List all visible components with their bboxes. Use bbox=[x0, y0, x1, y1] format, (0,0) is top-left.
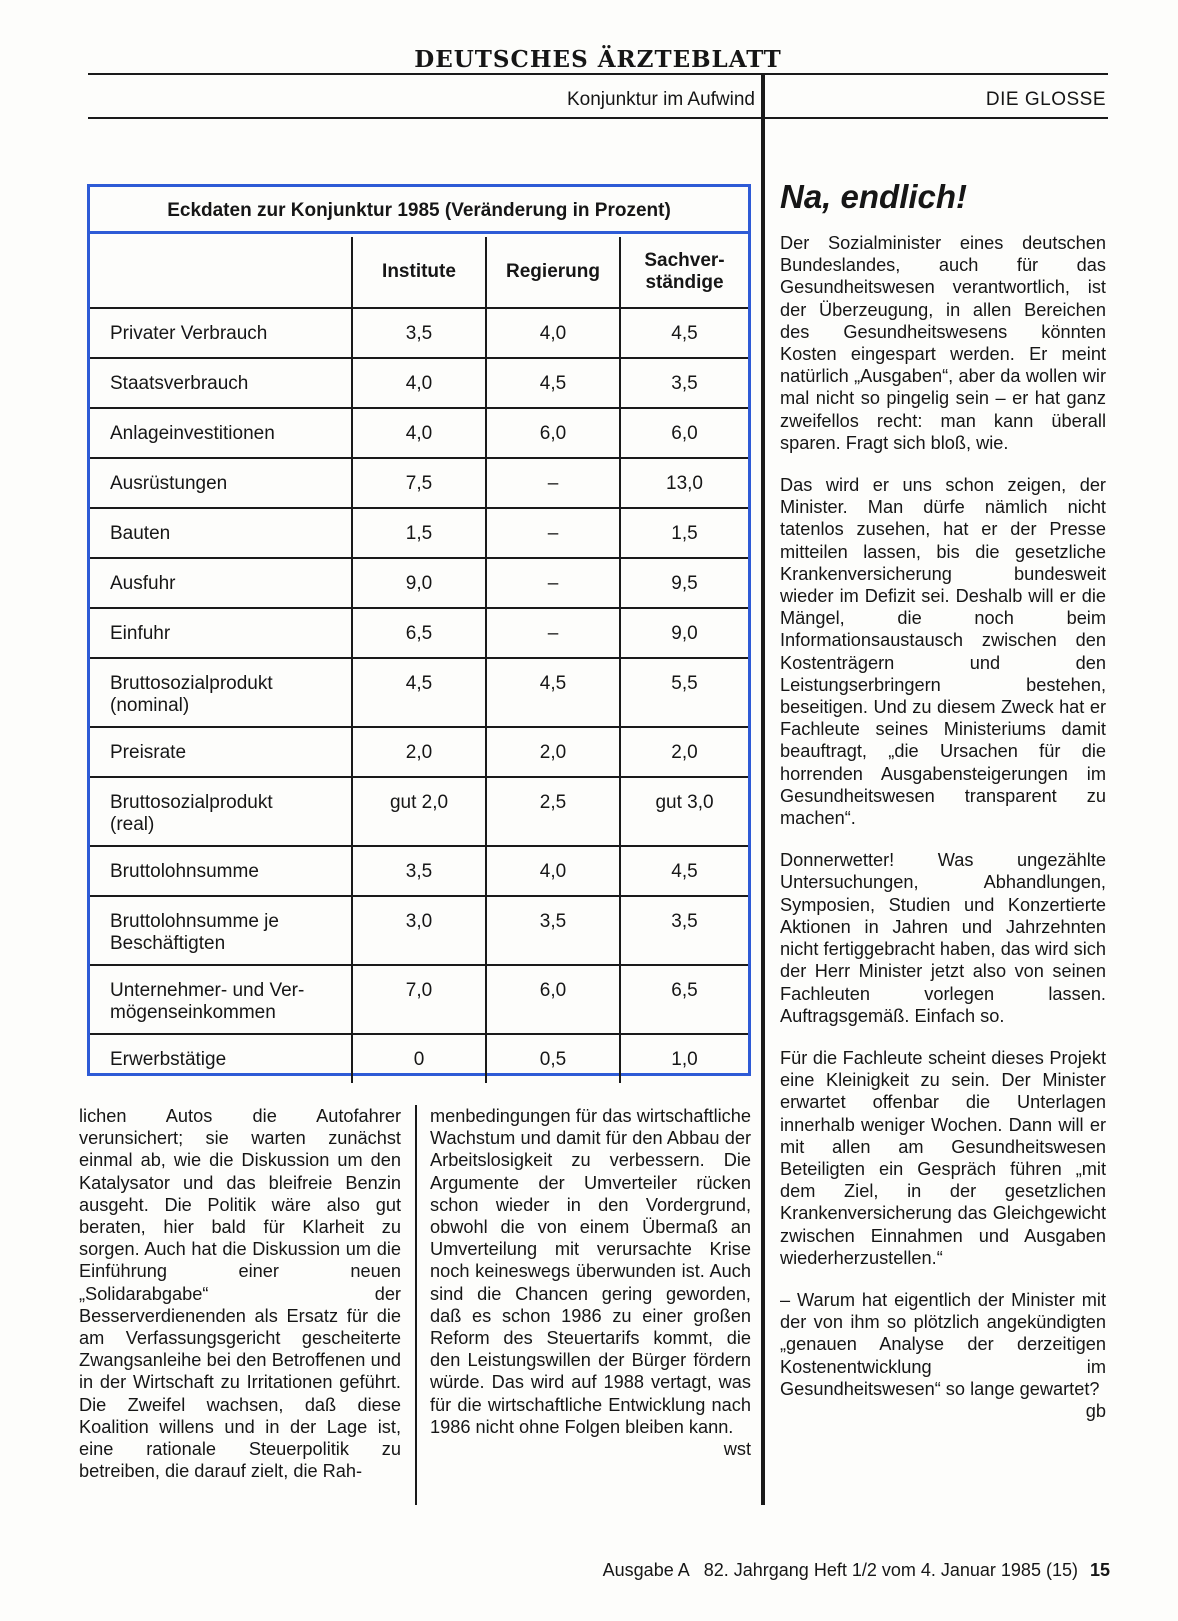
row-value-1: 7,0 bbox=[352, 965, 486, 1034]
row-label: Einfuhr bbox=[90, 608, 352, 658]
row-label: Bruttolohnsumme je Beschäftigten bbox=[90, 896, 352, 965]
table-row bbox=[90, 608, 748, 658]
glosse-title: Na, endlich! bbox=[780, 178, 968, 215]
row-value-3: 6,5 bbox=[620, 965, 748, 1034]
row-value-2: 4,0 bbox=[486, 846, 620, 896]
article-column-2 bbox=[430, 1105, 751, 1460]
glosse-body bbox=[780, 232, 1106, 1422]
article-column-2-text: menbedingungen für das wirtschaftliche Wachstum und damit für den Abbau der Arbeitslosigkeit zu verbessern. Die Argumente der Umverteiler rücken schon wieder in den Vordergrund, obwohl die von einem Übermaß an Umverteilung mit verursachte Krise noch keineswegs überwunden ist. Auch sind die Chancen gering geworden, daß es schon 1986 zu einer großen Reform des Steuertarifs kommt, die den Leistungswillen der Bürger fördern würde. Das wird auf 1988 vertagt, was für die wirtschaftliche Entwicklung nach 1986 nicht ohne Folgen bleiben kann. wst bbox=[430, 1106, 751, 1460]
row-value-2: 4,5 bbox=[486, 358, 620, 408]
table-row bbox=[90, 777, 748, 846]
glosse-paragraph-2: Das wird er uns schon zeigen, der Minister. Man dürfe nämlich nicht tatenlos zusehen, hat er der Presse mitteilen lassen, bis die gesetzliche Krankenversicherung bundesweit wieder im Defizit sei. Deshalb will er die Mängel, die noch beim Informationsaustausch zwischen den Kostenträgern und den Leistungserbringern bestehen, beseitigen. Und zu diesem Zweck hat er Fachleute seines Ministeriums damit beauftragt, „die Ursachen für die horrenden Ausgabensteigerungen im Gesundheitswesen transparent zu machen“. bbox=[780, 475, 1106, 829]
row-label: Ausrüstungen bbox=[90, 458, 352, 508]
table-header-blank bbox=[90, 237, 352, 308]
table-row bbox=[90, 965, 748, 1034]
page-number: 15 bbox=[1089, 1560, 1110, 1580]
table-row bbox=[90, 1034, 748, 1083]
row-value-3: 6,0 bbox=[620, 408, 748, 458]
glosse-paragraph-5: – Warum hat eigentlich der Minister mit der von ihm so plötzlich angekündigten „genauen Analyse der derzeitigen Kostenentwicklung im Gesundheitswesen“ so lange gewartet? gb bbox=[780, 1289, 1106, 1421]
row-label: Privater Verbrauch bbox=[90, 308, 352, 358]
row-label: Ausfuhr bbox=[90, 558, 352, 608]
row-value-3: 4,5 bbox=[620, 308, 748, 358]
row-value-3: 9,5 bbox=[620, 558, 748, 608]
row-value-3: 9,0 bbox=[620, 608, 748, 658]
glosse-paragraph-4: Für die Fachleute scheint dieses Projekt eine Kleinigkeit zu sein. Der Minister erwartet offenbar die Unterlagen innerhalb weniger Wochen. Dann will er mit allen am Gesundheitswesen Beteiligten ein Gespräch führen „mit dem Ziel, in der gesetzlichen Krankenversicherung das Gleichgewicht zwischen Einnahmen und Ausgaben wiederherzustellen.“ bbox=[780, 1047, 1106, 1268]
page-footer bbox=[450, 1560, 1110, 1581]
row-label: Bruttosozialprodukt (nominal) bbox=[90, 658, 352, 727]
table-row bbox=[90, 558, 748, 608]
row-value-1: 4,5 bbox=[352, 658, 486, 727]
row-value-2: 3,5 bbox=[486, 896, 620, 965]
row-label: Anlageinvestitionen bbox=[90, 408, 352, 458]
row-value-3: 5,5 bbox=[620, 658, 748, 727]
row-label: Staatsverbrauch bbox=[90, 358, 352, 408]
row-value-1: 0 bbox=[352, 1034, 486, 1083]
row-value-3: 1,5 bbox=[620, 508, 748, 558]
row-value-2: 6,0 bbox=[486, 965, 620, 1034]
row-label: Bruttolohnsumme bbox=[90, 846, 352, 896]
table-row bbox=[90, 896, 748, 965]
row-value-3: 13,0 bbox=[620, 458, 748, 508]
table-header-sachverstaendige: Sachver- ständige bbox=[620, 237, 748, 308]
row-value-3: 3,5 bbox=[620, 896, 748, 965]
glosse-paragraph-3: Donnerwetter! Was ungezählte Untersuchungen, Abhandlungen, Symposien, Studien und Konzertierte Aktionen in Jahren und Jahrzehnten nicht fertiggebracht haben, das wird sich der Herr Minister jetzt also von seinen Fachleuten vorlegen lassen. Auftragsgemäß. Einfach so. bbox=[780, 850, 1106, 1026]
article-signature: wst bbox=[723, 1439, 751, 1460]
table-row bbox=[90, 408, 748, 458]
row-value-1: 4,0 bbox=[352, 408, 486, 458]
row-value-3: 4,5 bbox=[620, 846, 748, 896]
row-value-1: 4,0 bbox=[352, 358, 486, 408]
row-label: Preisrate bbox=[90, 727, 352, 777]
table-row bbox=[90, 458, 748, 508]
row-value-2: 2,5 bbox=[486, 777, 620, 846]
row-value-1: 9,0 bbox=[352, 558, 486, 608]
row-value-3: 1,0 bbox=[620, 1034, 748, 1083]
row-value-1: 2,0 bbox=[352, 727, 486, 777]
row-value-1: 3,5 bbox=[352, 308, 486, 358]
row-value-1: 1,5 bbox=[352, 508, 486, 558]
column-divider bbox=[761, 73, 765, 1505]
row-value-2: – bbox=[486, 608, 620, 658]
row-value-2: 0,5 bbox=[486, 1034, 620, 1083]
table-row bbox=[90, 508, 748, 558]
section-label-right: DIE GLOSSE bbox=[985, 89, 1106, 110]
article-column-1-text: lichen Autos die Autofahrer verunsichert; sie warten zunächst einmal ab, wie die Diskussion um den Katalysator und das bleifreie Benzin ausgeht. Die Politik wäre also gut beraten, hier bald für Klarheit zu sorgen. Auch hat die Diskussion um die Einführung einer neuen „Solidarabgabe“ der Besserverdienenden als Ersatz für die am Verfassungsgericht gescheiterte Zwangsanleihe bei den Betroffenen und in der Wirtschaft zu Irritationen geführt. Die Zweifel wachsen, daß diese Koalition willens und in der Lage ist, eine rationale Steuerpolitik zu betreiben, die darauf zielt, die Rah- bbox=[79, 1106, 401, 1482]
row-label: Erwerbstätige bbox=[110, 1049, 227, 1070]
header-rule-bottom bbox=[88, 117, 1108, 119]
glosse-paragraph-1: Der Sozialminister eines deutschen Bundeslandes, auch für das Gesundheitswesen verantwortlich, ist der Überzeugung, in allen Bereichen des Gesundheitswesens könnten Kosten eingespart werden. Er meint natürlich „Ausgaben“, aber da wollen wir mal nicht so pingelig sein – er hat ganz zweifellos recht: man kann überall sparen. Fragt sich bloß, wie. bbox=[780, 233, 1106, 453]
table-caption: Eckdaten zur Konjunktur 1985 (Veränderung in Prozent) bbox=[90, 188, 748, 234]
table-row bbox=[90, 358, 748, 408]
row-label: Bruttosozialprodukt (real) bbox=[90, 777, 352, 846]
row-label: Bauten bbox=[90, 508, 352, 558]
table-body bbox=[90, 308, 748, 1083]
column-divider-small bbox=[415, 1105, 417, 1505]
row-value-1: gut 2,0 bbox=[352, 777, 486, 846]
economic-data-table bbox=[90, 237, 748, 1083]
row-value-2: 4,0 bbox=[486, 308, 620, 358]
table-row bbox=[90, 846, 748, 896]
row-value-3: gut 3,0 bbox=[620, 777, 748, 846]
row-label: Unternehmer- und Ver- mögenseinkommen bbox=[90, 965, 352, 1034]
row-value-2: – bbox=[486, 508, 620, 558]
row-value-1: 3,0 bbox=[352, 896, 486, 965]
row-value-1: 7,5 bbox=[352, 458, 486, 508]
row-value-2: 6,0 bbox=[486, 408, 620, 458]
table-row bbox=[90, 727, 748, 777]
row-value-1: 3,5 bbox=[352, 846, 486, 896]
article-column-1 bbox=[79, 1105, 401, 1482]
table-row bbox=[90, 658, 748, 727]
row-value-2: – bbox=[486, 558, 620, 608]
table-header-institute: Institute bbox=[352, 237, 486, 308]
row-value-2: 4,5 bbox=[486, 658, 620, 727]
row-value-3: 2,0 bbox=[620, 727, 748, 777]
table-header-regierung: Regierung bbox=[486, 237, 620, 308]
row-value-1: 6,5 bbox=[352, 608, 486, 658]
table-row bbox=[90, 308, 748, 358]
row-value-2: 2,0 bbox=[486, 727, 620, 777]
row-value-2: – bbox=[486, 458, 620, 508]
header-rule-top bbox=[88, 73, 1108, 75]
row-value-3: 3,5 bbox=[620, 358, 748, 408]
masthead: DEUTSCHES ÄRZTEBLATT bbox=[414, 46, 782, 73]
footer-issue: Ausgabe A 82. Jahrgang Heft 1/2 vom 4. Januar 1985 (15) bbox=[602, 1560, 1078, 1580]
glosse-signature: gb bbox=[1085, 1400, 1106, 1421]
section-label-left: Konjunktur im Aufwind bbox=[567, 89, 755, 110]
